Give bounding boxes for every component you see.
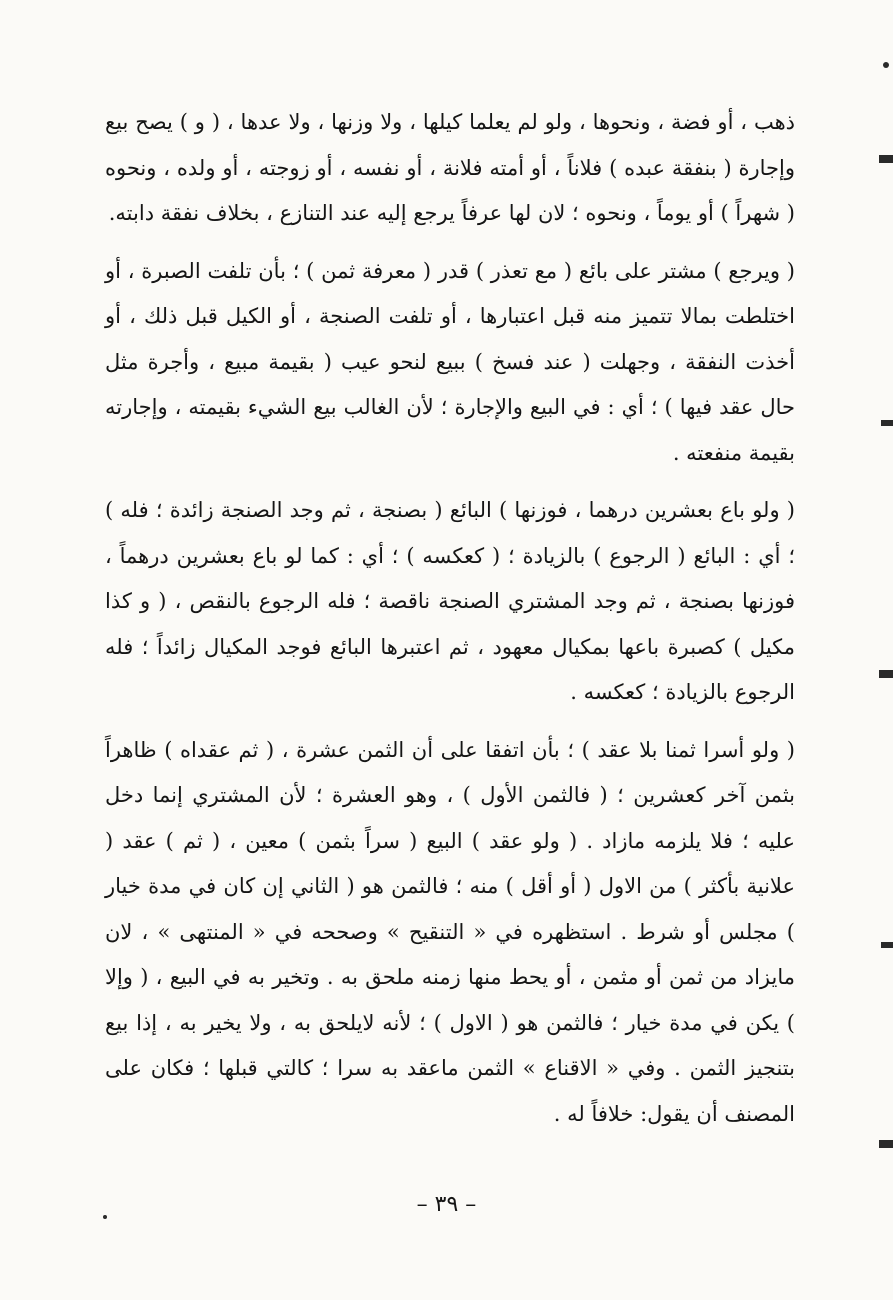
- paragraph-2: ( ويرجع ) مشتر على بائع ( مع تعذر ) قدر ( معرفة ثمن ) ؛ بأن تلفت الصبرة ، أو اختلطت بمالا تتميز منه قبل اعتبارها ، أو تلفت الصنجة ، أو الكيل قبل ذلك ، أو أخذت النفقة ، وجهلت ( عند فسخ ) ببيع لنحو عيب ( بقيمة مبيع ، وأجرة مثل حال عقد فيها ) ؛ أي : في البيع والإجارة ؛ لأن الغالب بيع الشيء بقيمته ، وإجارته بقيمة منفعته .: [105, 258, 795, 465]
- scan-speck: [103, 1215, 107, 1219]
- paragraph-1: ذهب ، أو فضة ، ونحوها ، ولو لم يعلما كيلها ، ولا وزنها ، ولا عدها ، ( و ) يصح بيع وإجارة ( بنفقة عبده ) فلاناً ، أو أمته فلانة ، أو نفسه ، أو زوجته ، أو ولده ، ونحوه ( شهراً ) أو يوماً ، ونحوه ؛ لان لها عرفاً يرجع إليه عند التنازع ، بخلاف نفقة دابته.: [105, 110, 795, 225]
- binding-mark: [879, 1140, 893, 1148]
- scan-speck: [883, 62, 889, 68]
- paragraph-4: ( ولو أسرا ثمنا بلا عقد ) ؛ بأن اتفقا على أن الثمن عشرة ، ( ثم عقداه ) ظاهراً بثمن آخر كعشرين ؛ ( فالثمن الأول ) ، وهو العشرة ؛ لأن المشتري إنما دخل عليه ؛ فلا يلزمه مازاد . ( ولو عقد ) البيع ( سراً بثمن ) معين ، ( ثم ) عقد ( علانية بأكثر ) من الاول ( أو أقل ) منه ؛ فالثمن هو ( الثاني إن كان في مدة خيار ) مجلس أو شرط . استظهره في « التنقيح » وصححه في « المنتهى » ، لان مايزاد من ثمن أو مثمن ، أو يحط منها زمنه ملحق به . وتخير به في البيع ، ( وإلا ) يكن في مدة خيار ؛ فالثمن هو ( الاول ) ؛ لأنه لايلحق به ، ولا يخير به ، إذا بيع بتنجيز الثمن . وفي « الاقناع » الثمن ماعقد به سرا ؛ كالتي قبلها ؛ فكان على المصنف أن يقول: خلافاً له .: [105, 737, 796, 1126]
- body-text: [105, 100, 795, 1149]
- binding-mark: [881, 942, 893, 948]
- binding-mark: [881, 420, 893, 426]
- page-number: – ٣٩ –: [416, 1192, 477, 1217]
- binding-mark: [879, 670, 893, 678]
- binding-mark: [879, 155, 893, 163]
- paragraph-3: ( ولو باع بعشرين درهما ، فوزنها ) البائع ( بصنجة ، ثم وجد الصنجة زائدة ؛ فله ) ؛ أي : البائع ( الرجوع ) بالزيادة ؛ ( كعكسه ) ؛ أي : كما لو باع بعشرين درهماً ، فوزنها بصنجة ، ثم وجد المشتري الصنجة ناقصة ؛ فله الرجوع بالنقص ، ( و كذا مكيل ) كصبرة باعها بمكيال معهود ، ثم اعتبرها البائع فوجد المكيال زائداً ؛ فله الرجوع بالزيادة ؛ كعكسه .: [105, 498, 795, 704]
